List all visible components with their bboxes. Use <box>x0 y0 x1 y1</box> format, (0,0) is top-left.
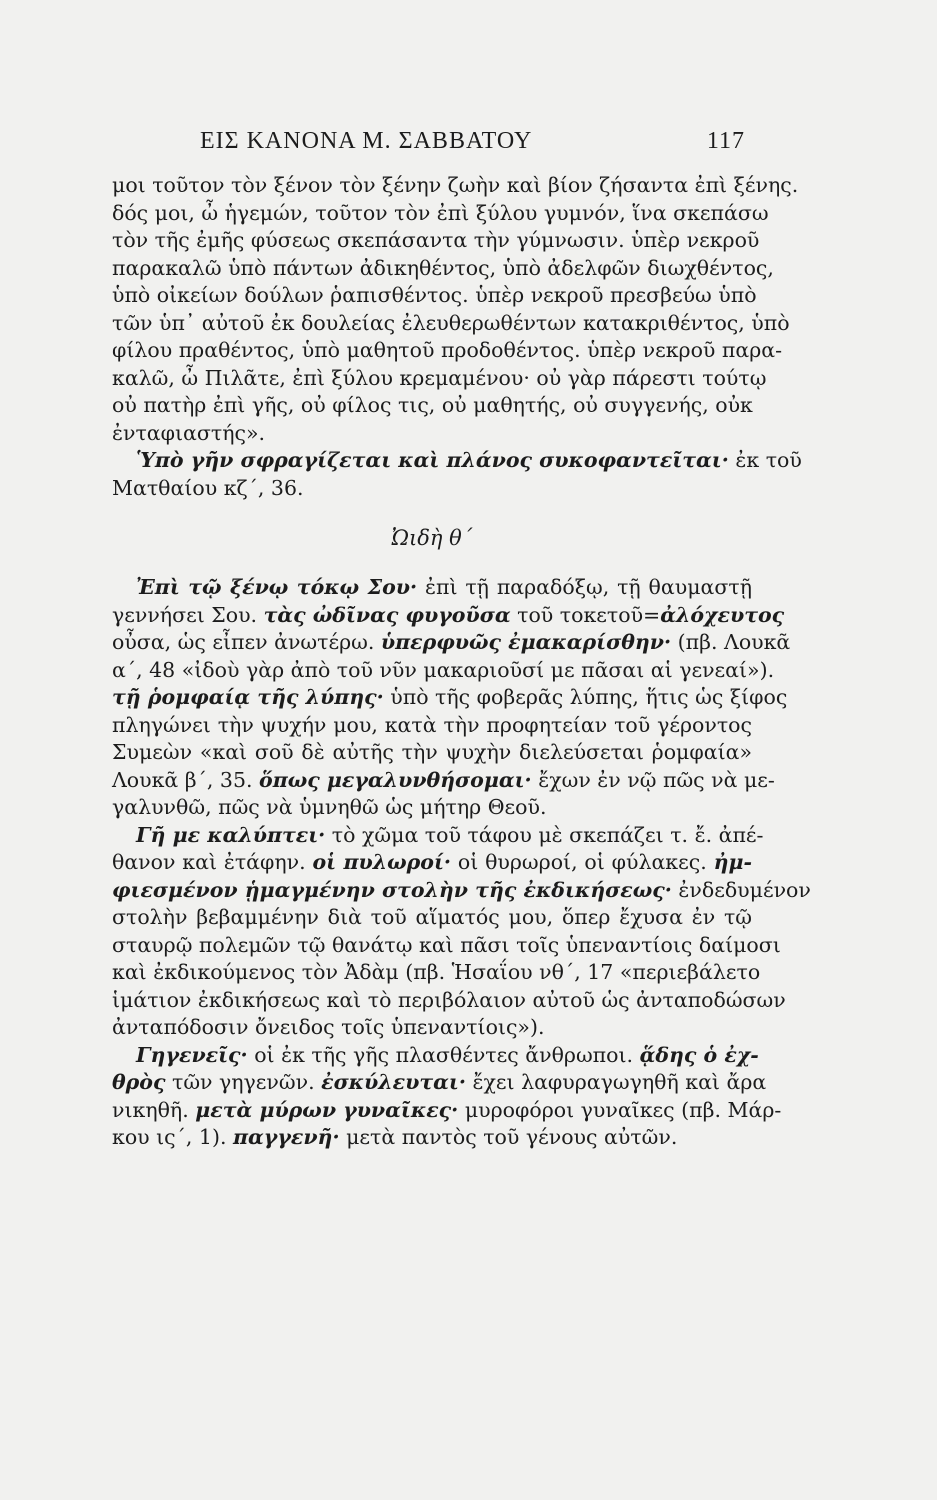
lemma: ὑπερφυῶς ἐμακαρίσθην· <box>380 630 672 654</box>
running-title: ΕΙΣ ΚΑΝΟΝΑ Μ. ΣΑΒΒΑΤΟΥ <box>200 128 533 154</box>
lemma: οἱ πυλωροί· <box>312 850 452 874</box>
lemma: Γῆ με καλύπτει· <box>136 822 326 847</box>
lemma: τῇ ῥομφαίᾳ τῆς λύπης· <box>112 685 384 709</box>
paragraph-continuation <box>112 172 799 447</box>
gloss: κου ις΄, 1). <box>112 1125 234 1149</box>
gloss: ἔχει λαφυραγωγηθῆ καὶ ἄρα <box>465 1070 767 1094</box>
text-line: οὐ πατὴρ ἐπὶ γῆς, οὐ φίλος τις, οὐ μαθητής, οὐ συγγενής, οὐκ <box>112 393 753 417</box>
text-line <box>112 447 802 475</box>
gloss: ἐπὶ τῇ παραδόξῳ, τῇ θαυμαστῇ <box>417 575 752 599</box>
gloss: οὖσα, ὡς εἶπεν ἀνωτέρω. <box>112 630 381 654</box>
text-line: ὑπὸ οἰκείων δούλων ῥαπισθέντος. ὑπὲρ νεκροῦ πρεσβεύω ὑπὸ <box>112 283 757 307</box>
gloss: τὸ χῶμα τοῦ τάφου μὲ σκεπάζει τ. ἔ. ἀπέ- <box>325 822 764 847</box>
text-line <box>112 877 811 905</box>
text-line: α΄, 48 «ἰδοὺ γὰρ ἀπὸ τοῦ νῦν μακαριοῦσί με πᾶσαι αἱ γενεαί»). <box>112 657 775 682</box>
lemma: Ὑπὸ γῆν σφραγίζεται καὶ πλάνος συκοφαντεῖται· <box>136 448 729 472</box>
ode-heading: Ὠιδὴ θ΄ <box>391 526 473 550</box>
text-line <box>112 574 752 602</box>
text-line: φίλου πραθέντος, ὑπὸ μαθητοῦ προδοθέντος. ὑπὲρ νεκροῦ παρα- <box>112 338 783 362</box>
lemma: παγγενῆ· <box>233 1125 340 1149</box>
text-line: Ματθαίου κζ΄, 36. <box>112 475 304 500</box>
lemma: μετὰ μύρων γυναῖκες· <box>195 1097 459 1122</box>
text-line <box>112 767 775 795</box>
gloss: Λουκᾶ β΄, 35. <box>112 767 260 792</box>
text-line: τὸν τῆς ἐμῆς φύσεως σκεπάσαντα τὴν γύμνωσιν. ὑπὲρ νεκροῦ <box>112 228 760 252</box>
lemma: φιεσμένον ᾑμαγμένην στολὴν τῆς ἐκδικήσεως· <box>112 877 672 902</box>
text-line <box>112 602 785 630</box>
lemma: ἀλόχευτος <box>660 602 785 627</box>
gloss: τοῦ τοκετοῦ= <box>510 602 661 627</box>
text-line <box>112 822 764 850</box>
paragraph-commentary-2 <box>112 822 811 1042</box>
text-line <box>112 849 752 877</box>
text-line: δός μοι, ὦ ἡγεμών, τοῦτον τὸν ἐπὶ ξύλου γυμνόν, ἵνα σκεπάσω <box>112 200 769 225</box>
lemma: ᾅδης ὁ ἐχ- <box>639 1042 759 1067</box>
text-line: ἀνταπόδοσιν ὄνειδος τοῖς ὑπεναντίοις»). <box>112 1015 545 1039</box>
gloss: τῶν γηγενῶν. <box>165 1070 322 1094</box>
gloss: μυροφόροι γυναῖκες (πβ. Μάρ- <box>458 1097 782 1122</box>
text-line: γαλυνθῶ, πῶς νὰ ὑμνηθῶ ὡς μήτηρ Θεοῦ. <box>112 795 547 819</box>
text-line <box>112 1097 782 1125</box>
gloss: γεννήσει Σου. <box>112 602 264 627</box>
text-line: Συμεὼν «καὶ σοῦ δὲ αὐτῆς τὴν ψυχὴν διελεύσεται ῥομφαία» <box>112 740 752 764</box>
gloss: ὑπὸ τῆς φοβερᾶς λύπης, ἥτις ὡς ξίφος <box>383 685 788 709</box>
text-line: καλῶ, ὦ Πιλᾶτε, ἐπὶ ξύλου κρεμαμένου· οὐ γὰρ πάρεστι τούτῳ <box>112 365 767 390</box>
gloss: ἐνδεδυμένον <box>671 877 811 902</box>
gloss: οἱ θυρωροί, οἱ φύλακες. <box>451 850 714 874</box>
gloss: οἱ ἐκ τῆς γῆς πλασθέντες ἄνθρωποι. <box>247 1042 640 1067</box>
paragraph-commentary-1 <box>112 574 791 822</box>
text-line: ἐνταφιαστής». <box>112 420 266 445</box>
body-text <box>112 172 811 1152</box>
text-line: τῶν ὑπ᾽ αὐτοῦ ἐκ δουλείας ἐλευθερωθέντων κατακριθέντος, ὑπὸ <box>112 310 790 335</box>
lemma: Ἐπὶ τῷ ξένῳ τόκῳ Σου· <box>136 575 418 599</box>
gloss: νικηθῆ. <box>112 1097 196 1122</box>
gloss: ἐκ τοῦ <box>728 448 802 472</box>
gloss: θανον καὶ ἐτάφην. <box>112 850 313 874</box>
lemma: θρὸς <box>112 1070 166 1094</box>
lemma: ὅπως μεγαλυνθήσομαι· <box>259 767 532 792</box>
gloss: (πβ. Λουκᾶ <box>671 630 791 654</box>
page-number: 117 <box>706 128 745 154</box>
text-line <box>112 1042 759 1070</box>
text-line: πληγώνει τὴν ψυχήν μου, κατὰ τὴν προφητείαν τοῦ γέροντος <box>112 712 752 737</box>
text-line: σταυρῷ πολεμῶν τῷ θανάτῳ καὶ πᾶσι τοῖς ὑπεναντίοις δαίμοσι <box>112 932 781 957</box>
gloss: ἔχων ἐν νῷ πῶς νὰ με- <box>531 767 775 792</box>
text-line: παρακαλῶ ὑπὸ πάντων ἀδικηθέντος, ὑπὸ ἀδελφῶν διωχθέντος, <box>112 255 774 280</box>
lemma: τὰς ὠδῖνας φυγοῦσα <box>263 602 511 627</box>
paragraph-commentary-3 <box>112 1042 782 1152</box>
text-line: καὶ ἐκδικούμενος τὸν Ἀδὰμ (πβ. Ἡσαΐου νθ΄, 17 «περιεβάλετο <box>112 960 761 984</box>
text-line <box>112 1124 752 1152</box>
text-line: ἱμάτιον ἐκδικήσεως καὶ τὸ περιβόλαιον αὐτοῦ ὡς ἀνταποδώσων <box>112 987 786 1012</box>
text-line <box>112 629 791 657</box>
lemma: ἠμ- <box>713 850 752 874</box>
lemma: Γηγενεῖς· <box>136 1042 248 1067</box>
paragraph-verse-note <box>112 447 802 502</box>
text-line: στολὴν βεβαμμένην διὰ τοῦ αἵματός μου, ὅπερ ἔχυσα ἐν τῷ <box>112 905 752 929</box>
text-line <box>112 1069 767 1097</box>
gloss: μετὰ παντὸς τοῦ γένους αὐτῶν. <box>339 1125 678 1149</box>
text-line <box>112 684 788 712</box>
lemma: ἐσκύλευται· <box>321 1070 466 1094</box>
text-line: μοι τοῦτον τὸν ξένον τὸν ξένην ζωὴν καὶ βίον ζήσαντα ἐπὶ ξένης. <box>112 173 799 197</box>
